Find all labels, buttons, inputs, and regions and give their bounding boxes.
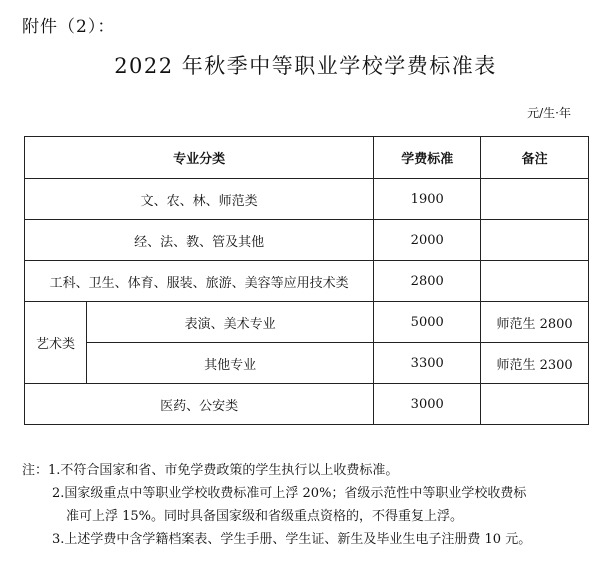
art-group-label: 艺术类 [25, 302, 87, 384]
table-row [25, 220, 589, 261]
fee-cell: 5000 [374, 302, 481, 343]
note-line-4: 3.上述学费中含学籍档案表、学生手册、学生证、新生及毕业生电子注册费 10 元。 [52, 532, 532, 547]
table-row [25, 302, 589, 343]
fee-table [24, 136, 589, 425]
table-row [25, 384, 589, 425]
fee-cell: 3000 [374, 384, 481, 425]
note-cell: 师范生 2800 [481, 302, 589, 343]
note-line-2: 2.国家级重点中等职业学校收费标准可上浮 20%；省级示范性中等职业学校收费标 [52, 486, 527, 501]
category-cell: 表演、美术专业 [86, 302, 373, 343]
category-cell: 其他专业 [86, 343, 373, 384]
category-cell: 经、法、教、管及其他 [25, 220, 374, 261]
table-header-row [25, 137, 589, 179]
category-cell: 工科、卫生、体育、服装、旅游、美容等应用技术类 [25, 261, 374, 302]
fee-cell: 1900 [374, 179, 481, 220]
category-cell: 医药、公安类 [25, 384, 374, 425]
header-category: 专业分类 [25, 137, 374, 179]
table-row [25, 261, 589, 302]
unit-label: 元/生·年 [527, 106, 571, 120]
note-line-1: 注：1.不符合国家和省、市免学费政策的学生执行以上收费标准。 [22, 463, 399, 478]
note-cell [481, 261, 589, 302]
note-cell [481, 179, 589, 220]
fee-cell: 3300 [374, 343, 481, 384]
page-title: 2022 年秋季中等职业学校学费标准表 [114, 54, 497, 78]
header-note: 备注 [481, 137, 589, 179]
attachment-label: 附件（2）： [22, 17, 116, 37]
header-fee: 学费标准 [374, 137, 481, 179]
note-cell: 师范生 2300 [481, 343, 589, 384]
note-cell [481, 220, 589, 261]
category-cell: 文、农、林、师范类 [25, 179, 374, 220]
note-line-3: 准可上浮 15%。同时具备国家级和省级重点资格的，不得重复上浮。 [66, 509, 464, 524]
table-row [25, 343, 589, 384]
fee-cell: 2000 [374, 220, 481, 261]
table-row [25, 179, 589, 220]
note-cell [481, 384, 589, 425]
fee-cell: 2800 [374, 261, 481, 302]
notes-section [22, 459, 597, 551]
